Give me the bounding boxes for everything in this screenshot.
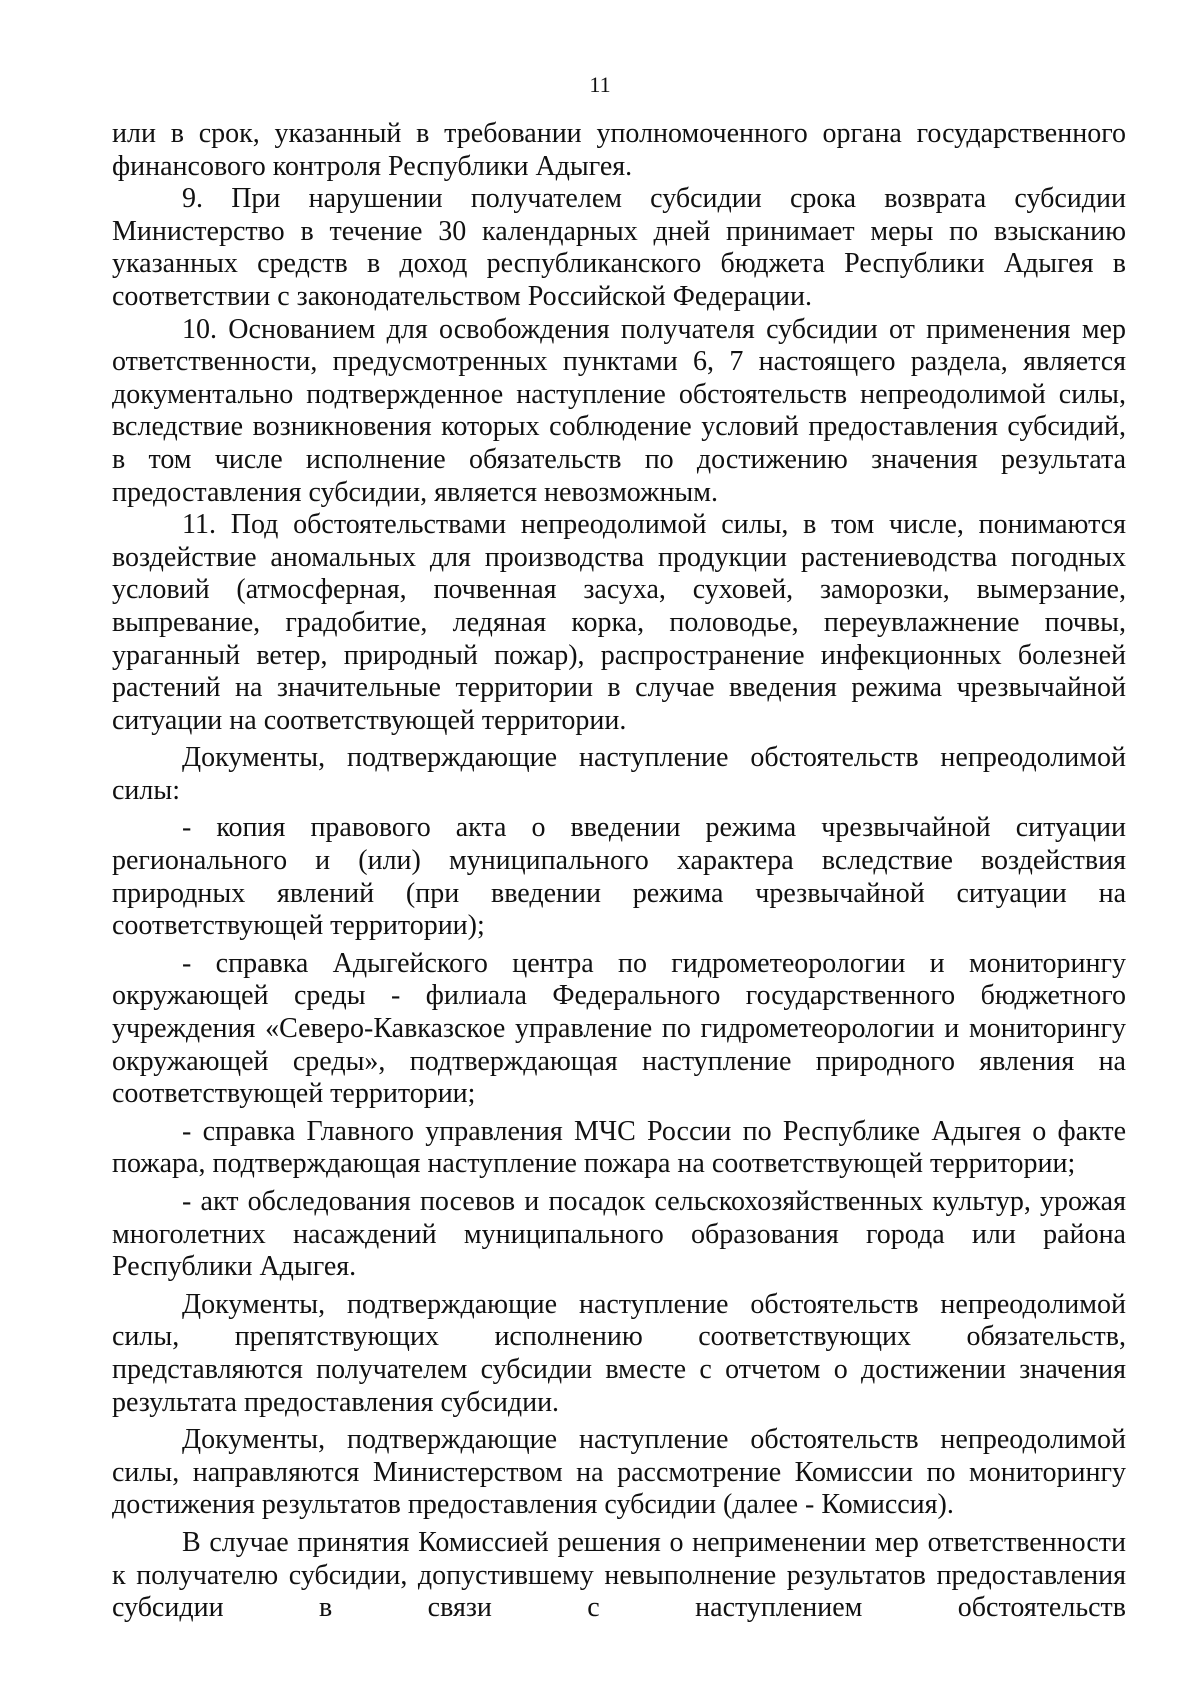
paragraph-documents-commission: Документы, подтверждающие наступление обстоятельств непреодолимой силы, направляются Министерством на рассмотрение Комиссии по мониторингу достижения результатов предоставления субсидии (далее - Комиссия).: [112, 1424, 1126, 1521]
paragraph-documents-submission: Документы, подтверждающие наступление обстоятельств непреодолимой силы, препятствующих исполнению соответствующих обязательств, представляются получателем субсидии вместе с отчетом о достижении значения результата предоставления субсидии.: [112, 1288, 1126, 1418]
paragraph-documents-intro: Документы, подтверждающие наступление обстоятельств непреодолимой силы:: [112, 742, 1126, 806]
list-item-crop-inspection-act: - акт обследования посевов и посадок сельскохозяйственных культур, урожая многолетних насаждений муниципального образования города или района Республики Адыгея.: [112, 1186, 1126, 1283]
page-number: 11: [589, 72, 611, 97]
paragraph-item-11: 11. Под обстоятельствами непреодолимой силы, в том числе, понимаются воздействие аномальных для производства продукции растениеводства погодных условий (атмосферная, почвенная засуха, суховей, заморозки, вымерзание, выпревание, градобитие, ледяная корка, половодье, переувлажнение почвы, ураганный ветер, природный пожар), распространение инфекционных болезней растений на значительные территории в случае введения режима чрезвычайной ситуации на соответствующей территории.: [112, 509, 1126, 736]
paragraph-item-10: 10. Основанием для освобождения получателя субсидии от применения мер ответственности, предусмотренных пунктами 6, 7 настоящего раздела, является документально подтвержденное наступление обстоятельств непреодолимой силы, вследствие возникновения которых соблюдение условий предоставления субсидий, в том числе исполнение обязательств по достижению значения результата предоставления субсидии, является невозможным.: [112, 313, 1126, 508]
list-item-hydromet-certificate: - справка Адыгейского центра по гидрометеорологии и мониторингу окружающей среды - филиала Федерального государственного бюджетного учреждения «Северо-Кавказское управление по гидрометеорологии и мониторингу окружающей среды», подтверждающая наступление природного явления на соответствующей территории;: [112, 947, 1126, 1110]
paragraph-continuation: или в срок, указанный в требовании уполномоченного органа государственного финансового контроля Республики Адыгея.: [112, 118, 1126, 182]
document-body: [112, 118, 1126, 1625]
list-item-emergency-ministry-certificate: - справка Главного управления МЧС России по Республике Адыгея о факте пожара, подтверждающая наступление пожара на соответствующей территории;: [112, 1115, 1126, 1180]
paragraph-commission-decision: В случае принятия Комиссией решения о неприменении мер ответственности к получателю субсидии, допустившему невыполнение результатов предоставления субсидии в связи с наступлением обстоятельств: [112, 1526, 1126, 1624]
paragraph-item-9: 9. При нарушении получателем субсидии срока возврата субсидии Министерство в течение 30 календарных дней принимает меры по взысканию указанных средств в доход республиканского бюджета Республики Адыгея в соответствии с законодательством Российской Федерации.: [112, 183, 1126, 312]
list-item-legal-act-copy: - копия правового акта о введении режима чрезвычайной ситуации регионального и (или) муниципального характера вследствие воздействия природных явлений (при введении режима чрезвычайной ситуации на соответствующей территории);: [112, 812, 1126, 942]
